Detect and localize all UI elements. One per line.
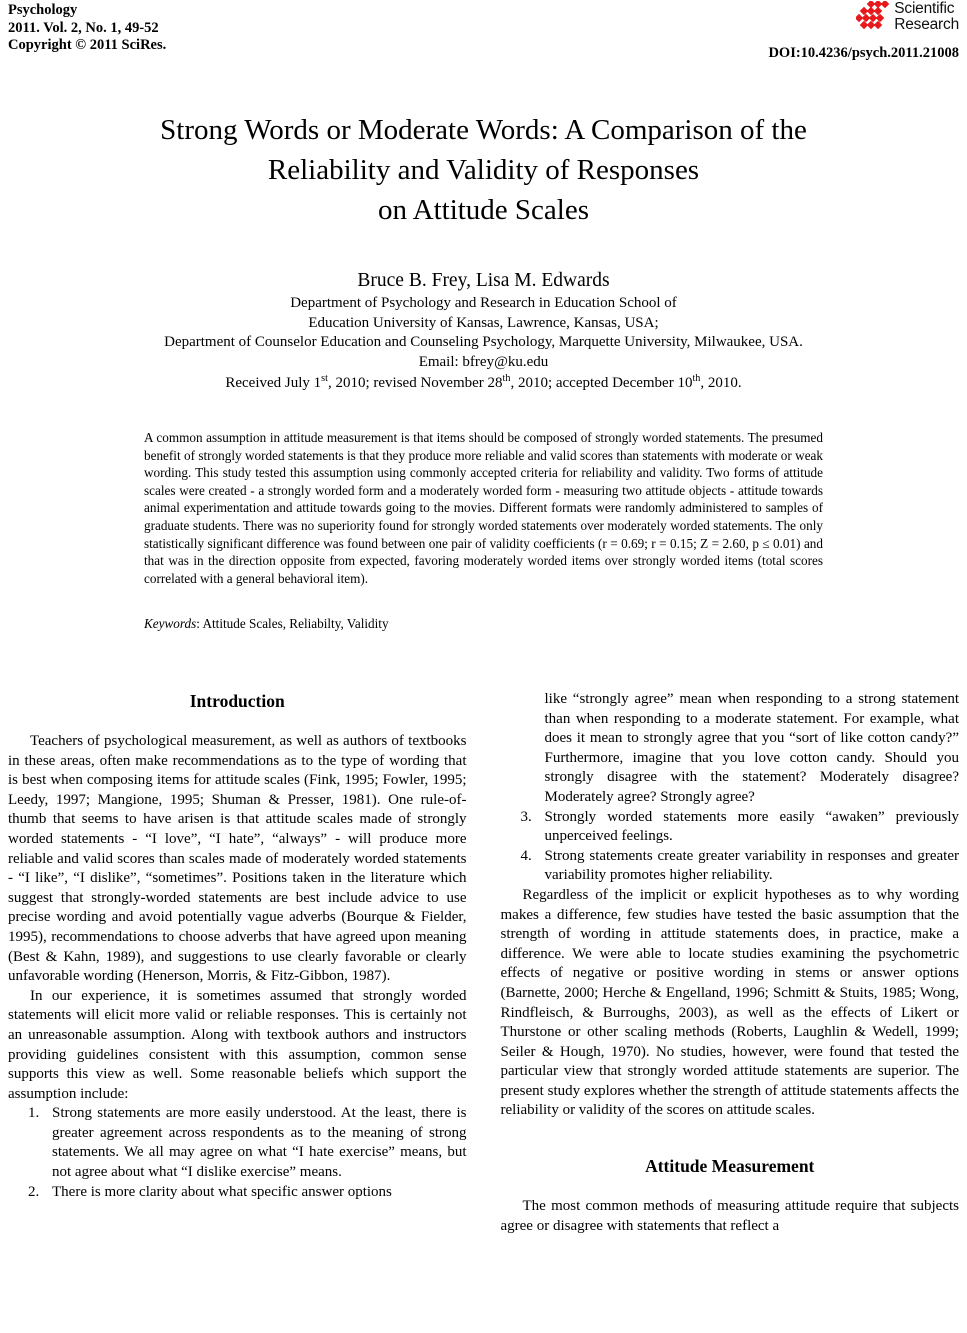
list-item-text: Strong statements create greater variability in responses and greater variability promotes higher reliability. <box>544 847 959 884</box>
list-item-text: There is more clarity about what specific answer options <box>52 1183 392 1200</box>
journal-info <box>8 2 166 55</box>
list-item <box>8 1183 467 1203</box>
revised-mid: , 2010; accepted December 10 <box>510 375 693 391</box>
title-line-3: on Attitude Scales <box>377 194 590 226</box>
affiliation-line-2: Education University of Kansas, Lawrence, Kansas, USA; <box>308 314 659 331</box>
left-paragraph-1: Teachers of psychological measurement, as well as authors of textbooks in these areas, often make recommendations as to the type of wording that is best when composing items for attitude scales (Fink, 1995; Fowler, 1995; Leedy, 1997; Mangione, 1995; Shuman & Presser, 1981). One rule-of-thumb that seems to have arisen is that attitude scales made of strongly worded statements - “I love”, “I hate”, “always” - will produce more reliable and valid scores than scales made of moderately worded statements - “I like”, “I dislike”, “sometimes”. Positions taken in the literature which suggest that strongly-worded statements are best include advice to use precise wording and avoid potentially vague adverbs (Bourque & Fielder, 1995), recommendations to choose adverbs that have agreed upon meaning (Best & Kahn, 1989), and suggestions to use clearly favorable or clearly unfavorable wording (Henerson, Morris, & Fitz-Gibbon, 1987). <box>8 733 467 985</box>
list-item-text: Strong statements are more easily understood. At the least, there is greater agreement across respondents as to the meaning of strong statements. We all may agree on what “I hate exercise” means, but not agree about what “I dislike exercise” means. <box>52 1105 467 1181</box>
right-paragraph-2: The most common methods of measuring attitude require that subjects agree or disagree with statements that reflect a <box>500 1198 959 1234</box>
publisher-logo <box>856 1 959 32</box>
assumption-list-left <box>8 1104 467 1202</box>
list-item <box>501 847 960 886</box>
list-item-number: 4. <box>520 847 532 864</box>
body-columns <box>8 690 959 1333</box>
journal-name: Psychology <box>8 2 78 18</box>
revised-ordinal: th <box>502 373 511 384</box>
right-column <box>501 690 960 1333</box>
list-item <box>8 1104 467 1182</box>
received-ordinal: st <box>321 373 328 384</box>
keywords-label: Keywords <box>144 616 197 632</box>
section-heading-introduction: Introduction <box>189 691 285 711</box>
left-paragraph-2: In our experience, it is sometimes assumed that strongly worded statements will elicit more valid or reliable responses. This is certainly not an unreasonable assumption. Along with textbook authors and instructors providing guidelines consistent with this assumption, common sense supports this view as well. Some reasonable beliefs which support the assumption include: <box>8 987 467 1102</box>
keywords <box>144 615 823 633</box>
abstract-text: A common assumption in attitude measurement is that items should be composed of strongly worded statements. The presumed benefit of strongly worded statements is that they produce more reliable and valid scores than statements with moderate or weak wording. This study tested this assumption using commonly accepted criteria for reliability and validity. Two forms of attitude scales were created - a strongly worded form and a moderately worded form - measuring two attitude objects - attitude towards animal experimentation and attitude towards going to the movies. Different formats were randomly administered to samples of graduate students. There was no superiority found for strongly worded statements over moderately worded statements. The only statistically significant difference was found between one pair of validity coefficients (r = 0.69; r = 0.15; Z = 2.60, p ≤ 0.01) and that was in the direction opposite from expected, favoring moderately worded items over strongly worded items (total scores correlated with a general behavioral item). <box>144 430 823 586</box>
assumption-list-right <box>501 690 960 886</box>
doi-text: DOI:10.4236/psych.2011.21008 <box>768 45 959 61</box>
list-item-number: 1. <box>28 1105 40 1122</box>
title-line-2: Reliability and Validity of Responses <box>267 154 700 186</box>
list-item-number: 2. <box>28 1183 40 1200</box>
list-item-number: 3. <box>520 808 532 825</box>
masthead <box>8 0 959 74</box>
received-prefix: Received July 1 <box>225 375 322 391</box>
author-names: Bruce B. Frey, Lisa M. Edwards <box>357 270 610 291</box>
journal-issue: 2011. Vol. 2, No. 1, 49-52 <box>8 19 159 36</box>
list-item-text: Strongly worded statements more easily “awaken” previously unperceived feelings. <box>544 808 959 845</box>
affiliation-line-3: Department of Counselor Education and Counseling Psychology, Marquette University, Milwaukee, USA. <box>164 334 803 350</box>
right-paragraph-1: Regardless of the implicit or explicit hypotheses as to why wording makes a difference, few studies have tested the basic assumption that the strength of wording in attitude statements does, in practice, make a difference. We were able to locate studies examining the psychometric effects of negative or positive wording in stems or answer options (Barnette, 2000; Herche & Engelland, 1996; Schmitt & Stuits, 1985; Wong, Rindfleisch, & Burroughs, 2003), as well as the effects of Likert or Thurstone or other scaling methods (Roberts, Laughlin & Wedell, 1999; Seiler & Hough, 1970). No studies, however, were found that tested the particular view that strongly worded attitude statements are superior. The present study explores whether the strength of attitude statements affects the reliability or validity of the scores on attitude scales. <box>500 886 959 1119</box>
section-heading-attitude-measurement: Attitude Measurement <box>645 1156 815 1177</box>
affiliation-line-1: Department of Psychology and Research in Education School of <box>290 295 677 311</box>
author-email: Email: bfrey@ku.edu <box>418 353 549 370</box>
publisher-name-line1: Scientific <box>894 0 955 17</box>
accepted-ordinal: th <box>692 373 701 384</box>
list-item <box>501 808 960 847</box>
submission-dates <box>8 373 959 393</box>
received-mid: , 2010; revised November 28 <box>327 375 503 391</box>
page-title <box>69 110 899 230</box>
list-item-text: like “strongly agree” mean when responding to a strong statement than when responding to a moderate statement. For example, what does it mean to strongly agree that you “sort of like cotton candy?” Furthermore, imagine that you love cotton candy. Should you strongly disagree with the statement? Moderately disagree? Moderately agree? Strongly agree? <box>544 691 959 805</box>
affiliations <box>8 294 959 372</box>
publisher-name-line2: Research <box>894 15 959 33</box>
left-column <box>8 690 467 1333</box>
journal-copyright: Copyright © 2011 SciRes. <box>8 37 167 53</box>
author-block <box>8 268 959 393</box>
scientific-research-diamond-logo-icon <box>856 1 889 32</box>
title-line-1: Strong Words or Moderate Words: A Comparison of the <box>160 114 807 146</box>
keywords-value: : Attitude Scales, Reliabilty, Validity <box>196 616 389 632</box>
publisher-name <box>894 1 959 32</box>
list-item <box>501 690 960 808</box>
accepted-end: , 2010. <box>700 375 742 391</box>
